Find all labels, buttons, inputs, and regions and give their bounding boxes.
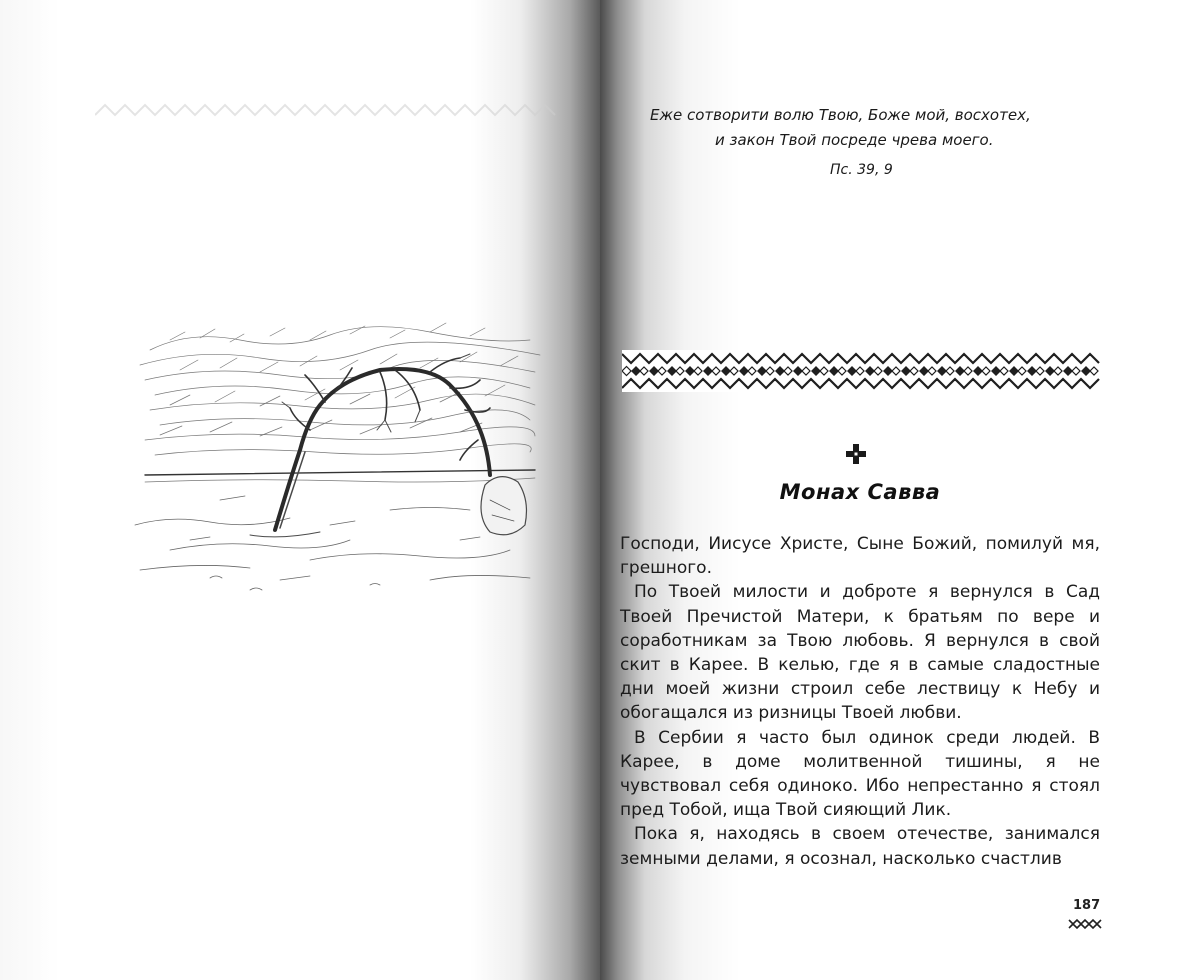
- paragraph: Господи, Иисусе Христе, Сыне Божий, помилуй мя, грешного.: [620, 534, 1100, 579]
- left-page: [0, 0, 600, 980]
- page-number: 187: [1073, 898, 1101, 913]
- bleed-through-ornament: [95, 95, 565, 135]
- zigzag-ornament-band: [622, 350, 1100, 392]
- paragraph: В Сербии я часто был одинок среди людей. В Карее, в доме молитвенной тишины, я не чувствовал себя одиноко. Ибо непрестанно я стоял пред Тобой, ища Твой сияющий Лик.: [620, 727, 1100, 821]
- epigraph-line-2: и закон Твой посреде чрева моего.: [715, 131, 994, 149]
- paragraph: По Твоей милости и доброте я вернулся в Сад Твоей Пречистой Матери, к братьям по вере и соработникам за Твою любовь. Я вернулся в свой скит в Карее. В келью, где я в самые сладостные дни моей жизни строил себе лествицу к Небу и обогащался из ризницы Твоей любви.: [620, 582, 1100, 724]
- tree-sketch-illustration: [130, 310, 550, 600]
- paragraph: Пока я, находясь в своем отечестве, занимался земными делами, я осознал, насколько счастлив: [620, 824, 1100, 869]
- cross-icon: [845, 443, 867, 465]
- zigzag-page-mark: [1068, 917, 1102, 931]
- chapter-title: Монах Савва: [779, 480, 941, 504]
- body-text: [620, 532, 1100, 871]
- epigraph-line-1: Еже сотворити волю Твою, Боже мой, восхотех,: [650, 106, 1031, 124]
- epigraph-source: Пс. 39, 9: [830, 162, 893, 178]
